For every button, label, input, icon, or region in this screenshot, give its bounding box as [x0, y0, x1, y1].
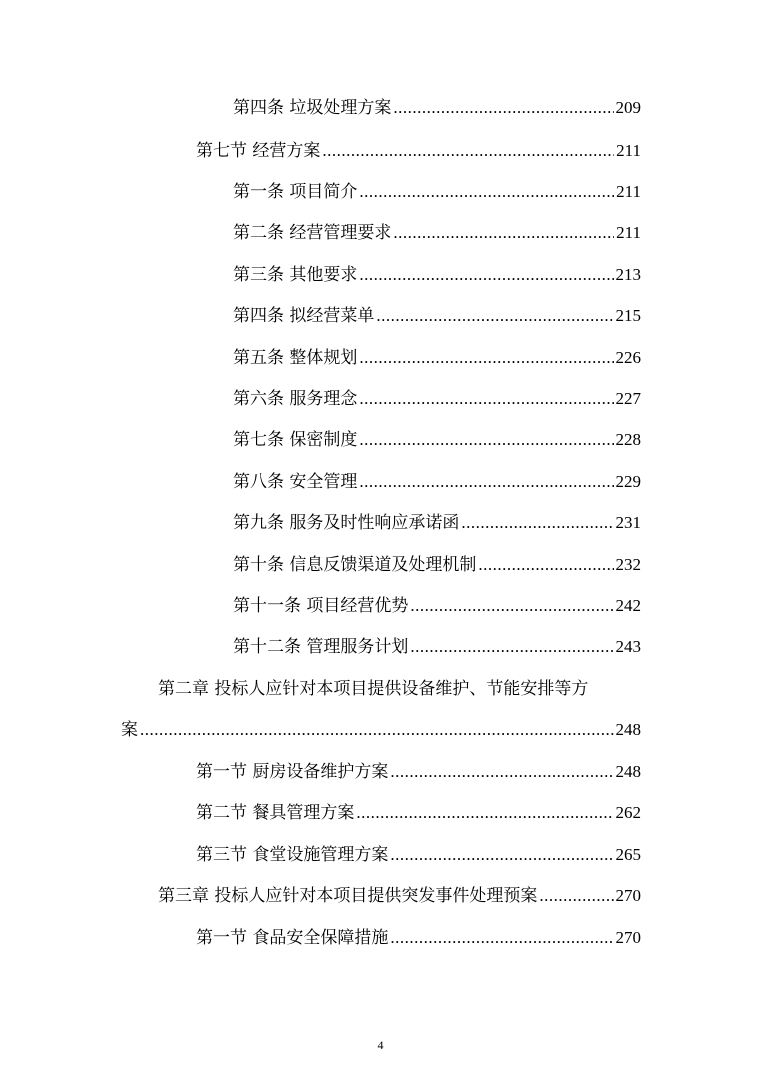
toc-entry-page: 232 — [615, 555, 641, 574]
toc-entry-title: 第十条 信息反馈渠道及处理机制 — [233, 555, 477, 575]
toc-leader-dots — [393, 221, 614, 245]
toc-leader-dots — [461, 511, 613, 535]
toc-entry-page: 231 — [615, 513, 641, 532]
toc-leader-dots — [410, 635, 613, 659]
toc-entry-page: 242 — [615, 596, 641, 615]
toc-entry-page: 262 — [615, 803, 641, 822]
toc-entry-title: 第一节 厨房设备维护方案 — [196, 762, 389, 782]
toc-entry-page: 243 — [615, 637, 641, 656]
toc-entry-title: 第三章 投标人应针对本项目提供突发事件处理预案 — [158, 886, 538, 906]
toc-entry — [233, 553, 641, 577]
page-number: 4 — [377, 1038, 384, 1052]
toc-entry-title: 第二节 餐具管理方案 — [196, 803, 355, 823]
toc-entry-title: 第九条 服务及时性响应承诺函 — [233, 513, 460, 533]
toc-entry-page: 270 — [615, 928, 641, 947]
toc-entry-title: 第六条 服务理念 — [233, 389, 358, 409]
toc-leader-dots — [390, 843, 613, 867]
toc-leader-dots — [393, 96, 613, 120]
toc-entry-page: 265 — [615, 845, 641, 864]
toc-entry-page: 248 — [615, 762, 641, 781]
toc-entry — [233, 635, 641, 659]
toc-leader-dots — [390, 760, 613, 784]
toc-entry — [196, 801, 641, 825]
toc-entry-title: 第四条 垃圾处理方案 — [233, 98, 392, 118]
toc-leader-dots — [359, 387, 613, 411]
toc-entry — [196, 843, 641, 867]
toc-entry-title: 第一条 项目简介 — [233, 182, 358, 202]
toc-entry — [233, 511, 641, 535]
toc-leader-dots — [359, 180, 614, 204]
toc-entry-page: 213 — [615, 265, 641, 284]
toc-entry — [233, 387, 641, 411]
toc-entry-page: 215 — [615, 306, 641, 325]
toc-chapter-title-line1: 第二章 投标人应针对本项目提供设备维护、节能安排等方 — [158, 679, 589, 699]
toc-leader-dots — [359, 263, 613, 287]
toc-leader-dots — [359, 470, 613, 494]
toc-entry-title: 第一节 食品安全保障措施 — [196, 928, 389, 948]
toc-entry — [233, 221, 641, 245]
toc-entry-title: 第三节 食堂设施管理方案 — [196, 845, 389, 865]
toc-leader-dots — [140, 718, 614, 742]
toc-entry-title: 第三条 其他要求 — [233, 265, 358, 285]
toc-leader-dots — [322, 139, 614, 163]
toc-entry — [233, 263, 641, 287]
toc-leader-dots — [376, 304, 613, 328]
toc-entry-title: 案 — [121, 720, 138, 740]
toc-leader-dots — [359, 428, 613, 452]
toc-entry-page: 248 — [615, 720, 641, 739]
toc-entry-page: 228 — [615, 430, 641, 449]
toc-entry — [196, 760, 641, 784]
toc-leader-dots — [410, 594, 613, 618]
toc-entry-page: 211 — [616, 182, 641, 201]
toc-entry — [233, 346, 641, 370]
toc-entry — [233, 470, 641, 494]
toc-entry-title: 第七条 保密制度 — [233, 430, 358, 450]
toc-entry-title: 第四条 拟经营菜单 — [233, 306, 375, 326]
toc-entry-page: 270 — [615, 886, 641, 905]
toc-leader-dots — [478, 553, 613, 577]
toc-entry — [233, 180, 641, 204]
toc-entry-title: 第五条 整体规划 — [233, 348, 358, 368]
toc-entry-page: 211 — [616, 223, 641, 242]
toc-entry-page: 209 — [615, 98, 641, 117]
toc-entry-title: 第十二条 管理服务计划 — [233, 637, 409, 657]
toc-entry-page: 229 — [615, 472, 641, 491]
toc-entry-title: 第二条 经营管理要求 — [233, 223, 392, 243]
toc-entry — [196, 926, 641, 950]
toc-entry — [196, 139, 641, 163]
toc-leader-dots — [390, 926, 613, 950]
toc-entry — [233, 304, 641, 328]
toc-entry — [233, 594, 641, 618]
toc-leader-dots — [359, 346, 613, 370]
toc-entry — [233, 96, 641, 120]
toc-leader-dots — [356, 801, 613, 825]
toc-entry — [233, 428, 641, 452]
toc-entry — [158, 884, 641, 908]
toc-entry-page: 211 — [616, 141, 641, 160]
toc-entry-title: 第十一条 项目经营优势 — [233, 596, 409, 616]
toc-entry-page: 226 — [615, 348, 641, 367]
toc-entry-page: 227 — [615, 389, 641, 408]
toc-entry — [121, 718, 641, 742]
toc-leader-dots — [539, 884, 613, 908]
toc-entry-title: 第八条 安全管理 — [233, 472, 358, 492]
toc-entry-title: 第七节 经营方案 — [196, 141, 321, 161]
